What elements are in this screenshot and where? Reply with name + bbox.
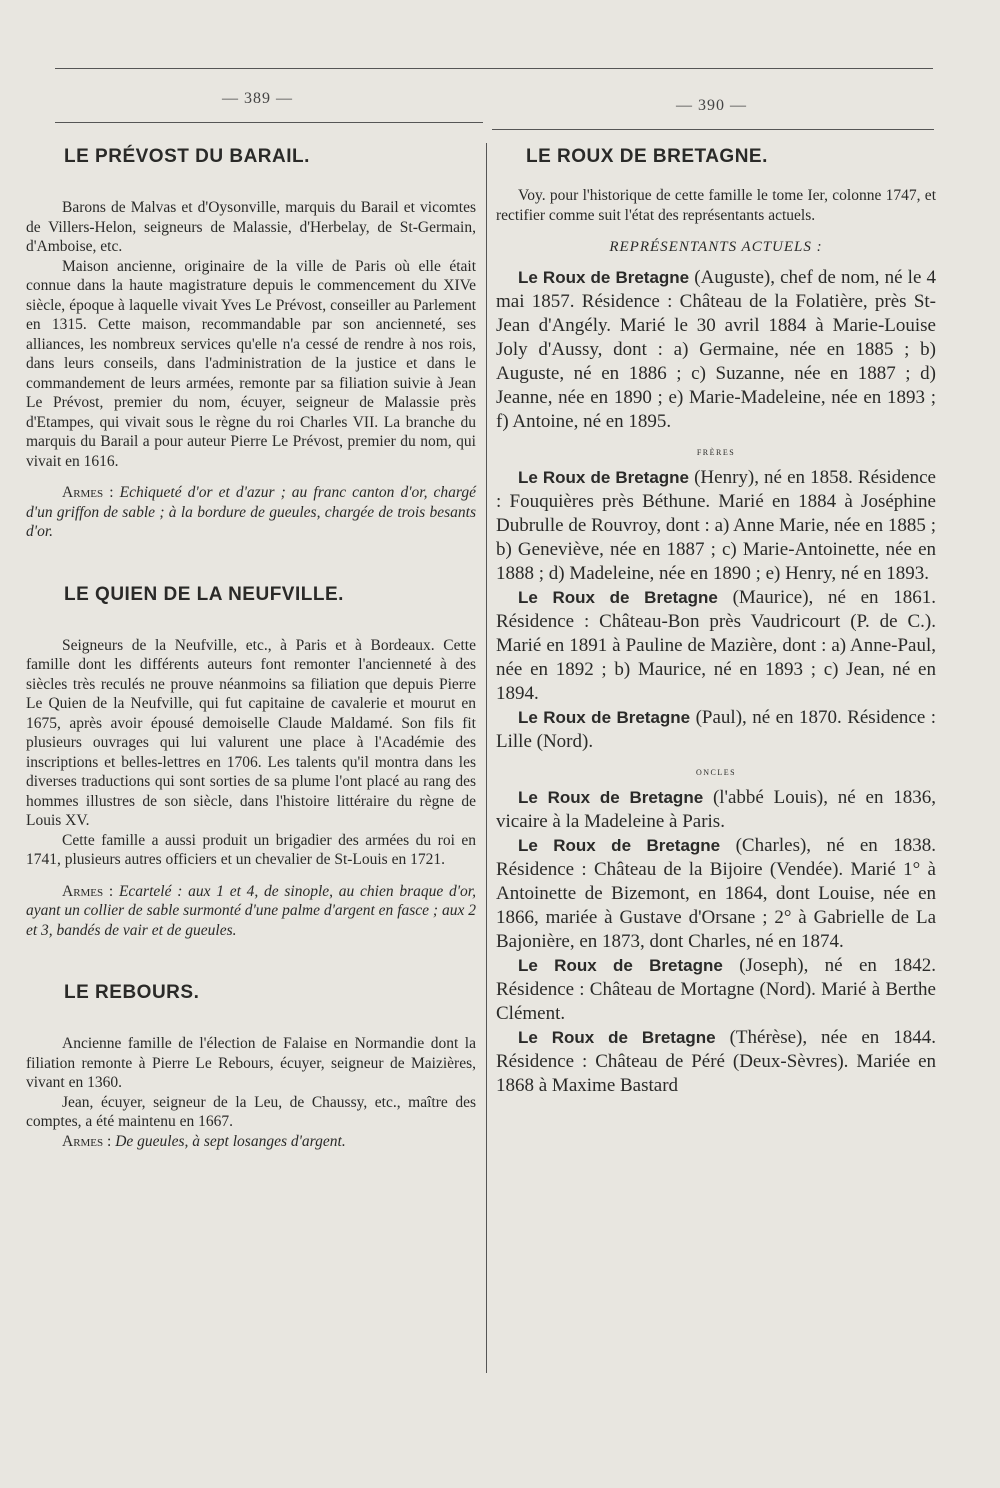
entry-paragraph: Maison ancienne, originaire de la ville de Paris où elle était connue dans la haute magistrature depuis le commencement du XIVe siècle, époque à laquelle vivait Yves Le Prévost, conseiller au Parlement en 1315. Cette maison, recommandable par son ancienneté, ses alliances, les nombreux services qu'elle n'a cessé de rendre à nos rois, dans leurs conseils, dans l'administration de la justice et dans le commandement de leurs armées, remonte par sa filiation suivie à Jean Le Prévost, premier du nom, écuyer, seigneur de Malassie près d'Etampes, qui vivait sous le règne du roi Charles VII. La branche du marquis du Barail a pour auteur Pierre Le Prévost, premier du nom, qui vivait en 1616.: [26, 257, 476, 470]
entry-quien: [26, 584, 476, 941]
entry-title: LE PRÉVOST DU BARAIL.: [64, 146, 310, 167]
entry-paragraph: Ancienne famille de l'élection de Falaise en Normandie dont la filiation remonte à Pierre Le Rebours, écuyer, seigneur de Maizières, vivant en 1360.: [26, 1035, 476, 1091]
member-louis: [496, 786, 936, 834]
arms-line: [26, 483, 476, 542]
arms-line: [26, 882, 476, 941]
oncles-heading: oncles: [695, 766, 737, 778]
entry-rebours: [26, 982, 476, 1151]
arms-text: De gueules, à sept losanges d'argent.: [115, 1132, 346, 1150]
member-paul: [496, 706, 936, 754]
entry-title: LE REBOURS.: [64, 982, 200, 1003]
arms-line: [26, 1132, 476, 1152]
member-text: (Paul), né en 1870. Résidence : Lille (Nord).: [496, 707, 936, 752]
member-maurice: [496, 586, 936, 706]
member-charles: [496, 834, 936, 954]
member-name: Le Roux de Bretagne: [518, 468, 690, 487]
arms-label: Armes :: [62, 484, 114, 501]
member-text: (Joseph), né en 1842. Résidence : Château de Mortagne (Nord). Marié à Berthe Clément.: [496, 955, 936, 1024]
member-text: (Henry), né en 1858. Résidence : Fouquières près Béthune. Marié en 1884 à Joséphine Dubrulle de Rouvroy, dont : a) Anne Marie, née en 1885 ; b) Geneviève, née en 1887 ; c) Marie-Antoinette, née en 1888 ; d) Madeleine, née en 1890 ; e) Henry, né en 1893.: [496, 467, 936, 584]
arms-text: Echiqueté d'or et d'azur ; au franc canton d'or, chargé d'un griffon de sable ; à la bordure de gueules, chargée de trois besants d'or.: [26, 484, 476, 540]
intro-paragraph: Voy. pour l'historique de cette famille le tome Ier, colonne 1747, et rectifier comme suit l'état des représentants actuels.: [496, 187, 936, 224]
member-name: Le Roux de Bretagne: [518, 956, 723, 975]
member-text: (Thérèse), née en 1844. Résidence : Château de Péré (Deux-Sèvres). Mariée en 1868 à Maxime Bastard: [496, 1027, 936, 1096]
entry-paragraph: Seigneurs de la Neufville, etc., à Paris et à Bordeaux. Cette famille dont les différents auteurs font remonter l'ancienneté à des siècles très reculés ne prouve néanmoins sa filiation que depuis Pierre Le Quien de la Neufville, qui fut capitaine de cavalerie et mourut en 1675, après avoir épousé demoiselle Claude Maldamé. Son fils fit plusieurs ouvrages qui lui valurent une place à l'Académie des inscriptions et belles-lettres en 1706. Les talents qu'il montra dans les diverses traductions qui sont sorties de sa plume l'ont placé au rang des hommes illustres de son siècle, dans l'histoire littéraire du règne de Louis XV.: [26, 636, 476, 829]
member-name: Le Roux de Bretagne: [518, 788, 704, 807]
member-name: Le Roux de Bretagne: [518, 708, 691, 727]
right-column: [496, 142, 936, 1098]
representants-heading: REPRÉSENTANTS ACTUELS :: [609, 239, 823, 255]
entry-paragraph: Jean, écuyer, seigneur de la Leu, de Chaussy, etc., maître des comptes, a été maintenu en 1667.: [26, 1093, 476, 1130]
member-name: Le Roux de Bretagne: [518, 1028, 716, 1047]
entry-title: LE QUIEN DE LA NEUFVILLE.: [64, 583, 344, 605]
member-name: Le Roux de Bretagne: [518, 588, 718, 607]
entry-paragraph: Cette famille a aussi produit un brigadier des armées du roi en 1741, plusieurs autres officiers et un chevalier de St-Louis en 1721.: [26, 831, 476, 868]
entry-prevost: [26, 146, 476, 542]
right-page-number: — 390 —: [676, 97, 747, 114]
member-text: (Maurice), né en 1861. Résidence : Château-Bon près Vaudricourt (P. de C.). Marié en 1891 à Pauline de Mazière, dont : a) Anne-Paul, née en 1892 ; b) Maurice, né en 1893 ; c) Jean, né en 1894.: [496, 587, 936, 704]
column-separator: [486, 143, 487, 1373]
member-therese: [496, 1026, 936, 1098]
entry-paragraph: Barons de Malvas et d'Oysonville, marquis du Barail et vicomtes de Villers-Helon, seigneurs de Malassie, d'Herbelay, de St-Germain, d'Amboise, etc.: [26, 199, 476, 255]
arms-label: Armes :: [62, 1132, 112, 1150]
freres-heading: frères: [696, 446, 736, 458]
top-rule-left: [55, 68, 933, 69]
left-page-number: — 389 —: [222, 90, 293, 107]
arms-text: Ecartelé : aux 1 et 4, de sinople, au chien braque d'or, ayant un collier de sable surmonté d'une palme d'argent en fasce ; aux 2 et 3, bandés de vair et de gueules.: [26, 882, 476, 939]
member-name: Le Roux de Bretagne: [518, 836, 721, 855]
member-henry: [496, 466, 936, 586]
arms-label: Armes :: [62, 882, 114, 900]
member-name: Le Roux de Bretagne: [518, 268, 690, 287]
entry-title: LE ROUX DE BRETAGNE.: [526, 146, 768, 167]
member-text: (Charles), né en 1838. Résidence : Château de la Bijoire (Vendée). Marié 1° à Antoinette de Bizemont, en 1864, dont Louise, née en 1866, mariée à Gustave d'Orsane ; 2° à Gabrielle de La Bajonière, en 1873, dont Charles, né en 1874.: [496, 835, 936, 952]
left-column: [26, 142, 476, 1151]
member-joseph: [496, 954, 936, 1026]
member-auguste: [496, 266, 936, 434]
member-text: (Auguste), chef de nom, né le 4 mai 1857. Résidence : Château de la Folatière, près St-Jean d'Angély. Marié le 30 avril 1884 à Marie-Louise Joly d'Aussy, dont : a) Germaine, née en 1885 ; b) Auguste, né en 1886 ; c) Suzanne, née en 1887 ; d) Jeanne, née en 1890 ; e) Marie-Madeleine, née en 1893 ; f) Antoine, né en 1895.: [496, 267, 936, 432]
header-rule-right: [492, 129, 934, 130]
header-rule-left: [55, 122, 483, 123]
member-text: (l'abbé Louis), né en 1836, vicaire à la Madeleine à Paris.: [496, 787, 936, 832]
